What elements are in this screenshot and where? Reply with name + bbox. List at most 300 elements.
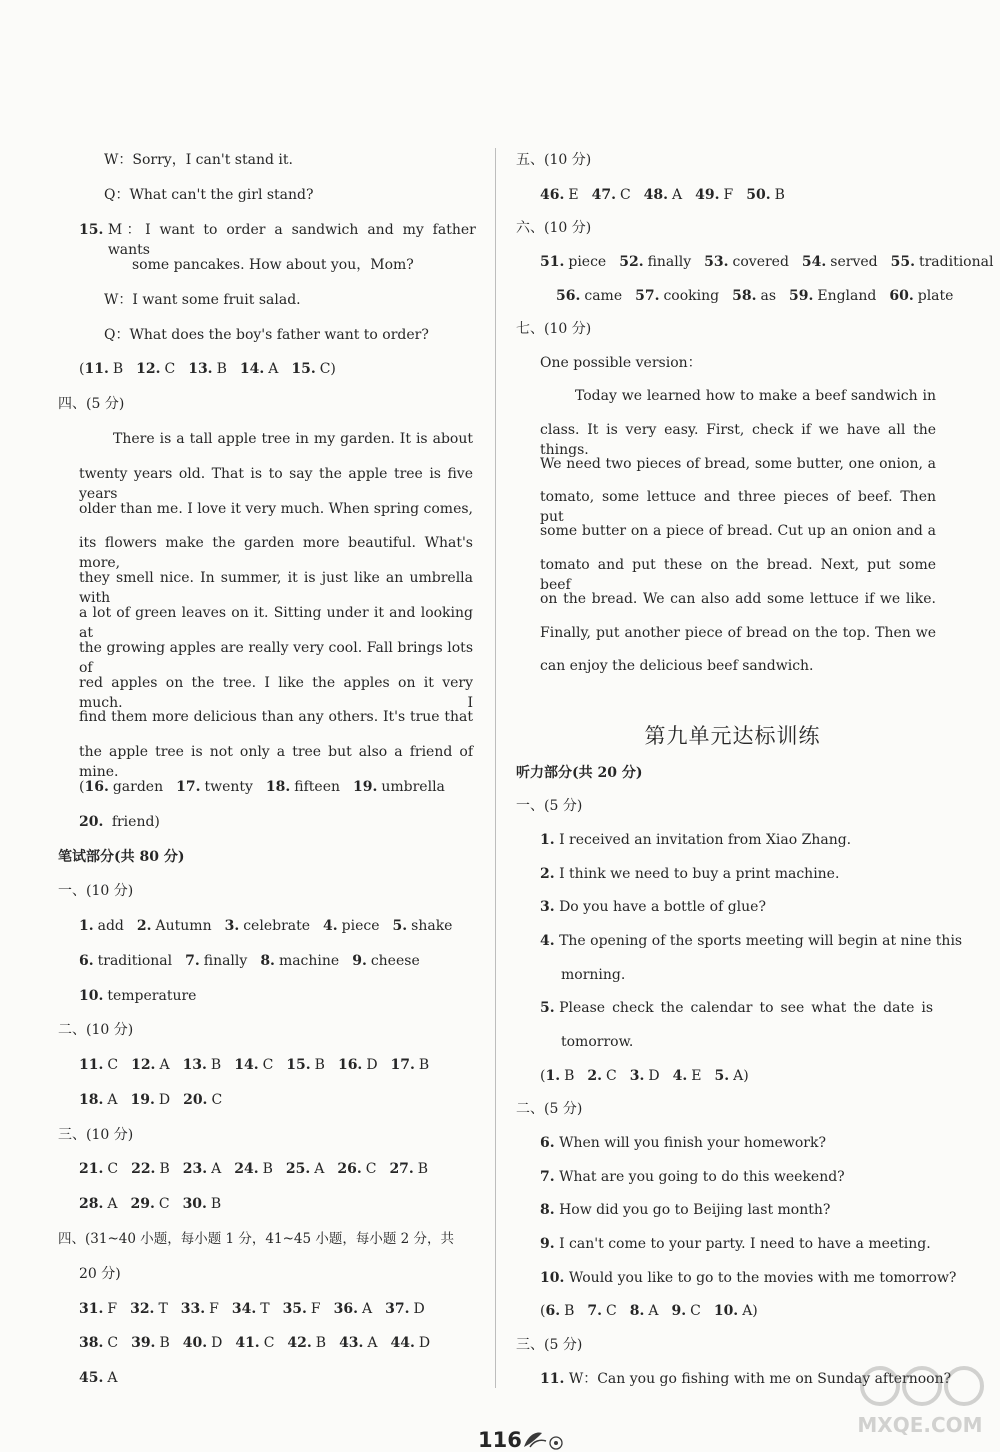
answer-number: 8.	[260, 953, 275, 969]
passage-line: red apples on the tree. I like the apples on it very much. I	[79, 674, 473, 711]
item-number: 9.	[540, 1236, 555, 1252]
answer-value: A	[672, 187, 683, 203]
answer-value: machine	[278, 953, 340, 969]
answer-item	[79, 1092, 117, 1108]
answer-item	[635, 288, 719, 304]
answer-value: plate	[917, 288, 954, 304]
answer-value: cooking	[663, 288, 720, 304]
answer-value: garden	[112, 779, 164, 795]
answer-row	[79, 1194, 234, 1214]
answer-item	[183, 1335, 223, 1351]
answer-item	[260, 953, 339, 969]
listening-item	[540, 897, 766, 917]
answer-number: 3.	[629, 1068, 645, 1084]
answer-item	[266, 779, 340, 795]
essay-line: some butter on a piece of bread. Cut up an onion and a	[540, 523, 936, 540]
answer-row	[540, 1301, 771, 1321]
answer-number: 10.	[713, 1303, 739, 1319]
answer-item	[619, 254, 691, 270]
answer-number: 40.	[182, 1335, 208, 1351]
answer-item	[183, 1161, 221, 1177]
answer-item	[556, 288, 622, 304]
section-heading: 六、(10 分)	[516, 220, 592, 236]
answer-value: C	[619, 187, 631, 203]
answer-row	[79, 1333, 443, 1353]
answer-item	[545, 1068, 574, 1084]
listening-item	[540, 1200, 830, 1220]
answer-item	[84, 779, 163, 795]
answer-item	[385, 1301, 425, 1317]
answer-item	[183, 1057, 222, 1073]
passage-line: the growing apples are really very cool. Fall brings lots of	[79, 639, 473, 676]
answer-value: C	[262, 1057, 274, 1073]
answer-value: C	[211, 1092, 223, 1108]
item-text: I received an invitation from Xiao Zhang.	[559, 832, 852, 848]
answer-row	[79, 812, 160, 832]
answer-number: 43.	[339, 1335, 364, 1351]
answer-value: A	[362, 1301, 373, 1317]
answer-number: 22.	[131, 1161, 156, 1177]
page-number: 116	[478, 1428, 522, 1452]
answer-item	[714, 1303, 758, 1319]
answer-number: 28.	[79, 1196, 104, 1212]
dialogue-line: W：I want some fruit salad.	[104, 292, 301, 308]
answer-value: D	[158, 1092, 171, 1108]
item-number: 6.	[540, 1135, 555, 1151]
answer-number: 20.	[183, 1092, 208, 1108]
dialogue-question: Q：What does the boy's father want to order?	[104, 327, 429, 343]
answer-item	[283, 1301, 321, 1317]
answer-number: 19.	[130, 1092, 155, 1108]
answer-number: 37.	[385, 1301, 410, 1317]
answer-number: 16.	[337, 1057, 363, 1073]
answer-number: 2.	[587, 1068, 603, 1084]
answer-item	[79, 1301, 117, 1317]
answer-paren: (	[79, 779, 85, 795]
item-continuation: morning.	[561, 967, 626, 983]
answer-number: 1.	[79, 918, 94, 934]
answer-number: 56.	[556, 288, 581, 304]
essay-line: tomato and put these on the bread. Next, put some beef	[540, 557, 936, 593]
answer-value: piece	[341, 918, 380, 934]
answer-number: 2.	[136, 918, 152, 934]
answer-value: A	[107, 1196, 118, 1212]
passage-line: the apple tree is not only a tree but also a friend of mine.	[79, 744, 473, 781]
answer-value: friend)	[111, 814, 160, 830]
answer-value: C)	[319, 361, 336, 377]
answer-number: 19.	[353, 779, 378, 795]
answer-item	[287, 1335, 326, 1351]
answer-value: B	[417, 1161, 429, 1177]
answer-row	[556, 286, 966, 306]
answer-value: E	[568, 187, 579, 203]
answer-number: 3.	[224, 918, 240, 934]
answer-value: D	[366, 1057, 378, 1073]
answer-paren: (	[540, 1303, 546, 1319]
answer-number: 12.	[136, 361, 161, 377]
answer-value: C	[107, 1161, 119, 1177]
answer-item	[337, 1161, 376, 1177]
section-heading: 三、(10 分)	[58, 1127, 134, 1143]
answer-value: traditional	[97, 953, 173, 969]
answer-value: B	[314, 1057, 325, 1073]
listening-item	[540, 1234, 931, 1254]
answer-item	[286, 1161, 324, 1177]
answer-value: C	[606, 1303, 617, 1319]
answer-number: 4.	[323, 918, 338, 934]
answer-value: celebrate	[243, 918, 311, 934]
answer-item	[789, 288, 876, 304]
answer-number: 47.	[591, 187, 616, 203]
answer-number: 21.	[79, 1161, 104, 1177]
answer-number: 48.	[643, 187, 669, 203]
answer-value: Autumn	[155, 918, 212, 934]
dialogue-line: some pancakes. How about you，Mom?	[132, 257, 414, 273]
essay-line: class. It is very easy. First, check if we have all the things.	[540, 421, 936, 458]
answer-row	[540, 185, 798, 205]
essay-line: Today we learned how to make a beef sandwich in	[575, 388, 936, 404]
dialogue-15	[79, 220, 476, 260]
column-divider	[495, 148, 496, 1388]
answer-item	[352, 953, 420, 969]
essay-line: on the bread. We can also add some lettuce if we like.	[540, 590, 936, 607]
answer-item	[137, 918, 212, 934]
answer-number: 31.	[79, 1301, 104, 1317]
answer-value: A)	[733, 1068, 749, 1084]
answer-item	[131, 1161, 170, 1177]
answer-row	[79, 777, 458, 797]
passage-line: its flowers make the garden more beautiful. What's more,	[79, 535, 473, 572]
answer-value: E	[691, 1068, 702, 1084]
item-number: 3.	[540, 899, 555, 915]
answer-item	[714, 1068, 748, 1084]
answer-value: fifteen	[294, 779, 340, 795]
answer-number: 46.	[540, 187, 565, 203]
answer-number: 29.	[130, 1196, 155, 1212]
answer-value: F	[310, 1301, 321, 1317]
answer-item	[334, 1301, 372, 1317]
answer-item	[79, 988, 196, 1004]
answer-number: 39.	[131, 1335, 156, 1351]
answer-value: C	[164, 361, 176, 377]
answer-number: 18.	[265, 779, 291, 795]
answer-item	[339, 1335, 377, 1351]
answer-number: 54.	[801, 254, 827, 270]
answer-value: finally	[647, 254, 692, 270]
section-heading: 三、(5 分)	[516, 1337, 583, 1353]
passage-line: twenty years old. That is to say the apple tree is five years	[79, 465, 473, 502]
section-heading: 一、(5 分)	[516, 798, 583, 814]
item-number: 8.	[540, 1202, 555, 1218]
answer-item	[130, 1196, 169, 1212]
item-number: 10.	[540, 1270, 565, 1286]
answer-number: 60.	[889, 288, 914, 304]
item-text: The opening of the sports meeting will begin at nine this	[559, 933, 963, 949]
item-continuation: tomorrow.	[561, 1034, 634, 1050]
answer-item	[389, 1161, 428, 1177]
dialogue-line: W：Sorry，I can't stand it.	[104, 152, 293, 168]
answer-number: 50.	[746, 187, 771, 203]
answer-item	[291, 361, 336, 377]
item-text: What are you going to do this weekend?	[559, 1169, 845, 1185]
answer-number: 4.	[672, 1068, 688, 1084]
answer-item	[393, 918, 453, 934]
answer-value: cheese	[370, 953, 420, 969]
answer-item	[176, 779, 253, 795]
section-heading: 四、(31~40 小题，每小题 1 分，41~45 小题，每小题 2 分，共	[58, 1231, 455, 1247]
item-text: When will you finish your homework?	[559, 1135, 826, 1151]
answer-number: 20.	[79, 814, 104, 830]
dialogue-line: W：Can you go fishing with me on Sunday afternoon?	[568, 1371, 952, 1387]
answer-row	[79, 916, 465, 936]
answer-value: shake	[411, 918, 453, 934]
answer-number: 51.	[540, 254, 565, 270]
item-text: Do you have a bottle of glue?	[559, 899, 766, 915]
answer-item	[79, 1335, 118, 1351]
answer-number: 38.	[79, 1335, 104, 1351]
item-number: 4.	[540, 933, 555, 949]
answer-number: 33.	[180, 1301, 206, 1317]
answer-value: D	[418, 1335, 431, 1351]
answer-item	[673, 1068, 702, 1084]
answer-number: 58.	[732, 288, 757, 304]
answer-number: 1.	[545, 1068, 561, 1084]
section-heading: 二、(5 分)	[516, 1101, 583, 1117]
answer-item	[630, 1068, 660, 1084]
answer-value: F	[723, 187, 734, 203]
answer-value: C	[690, 1303, 701, 1319]
answer-number: 5.	[392, 918, 408, 934]
answer-item	[286, 1057, 325, 1073]
section-heading: 二、(10 分)	[58, 1022, 134, 1038]
answer-value: finally	[203, 953, 248, 969]
answer-item	[391, 1057, 430, 1073]
answer-number: 13.	[188, 361, 213, 377]
item-number: 5.	[540, 1000, 555, 1016]
item-number: 15.	[79, 222, 104, 238]
answer-item	[79, 1057, 118, 1073]
answer-value: D	[413, 1301, 425, 1317]
answer-number: 14.	[239, 361, 265, 377]
essay-line: can enjoy the delicious beef sandwich.	[540, 658, 814, 675]
answer-item	[587, 1068, 616, 1084]
answer-item	[545, 1303, 574, 1319]
answer-item	[185, 953, 247, 969]
answer-value: add	[97, 918, 124, 934]
answer-value: B	[159, 1335, 170, 1351]
answer-row	[540, 1066, 762, 1086]
answer-value: served	[830, 254, 878, 270]
item-number: 11.	[540, 1371, 565, 1387]
answer-row	[79, 359, 349, 379]
answer-value: A	[107, 1370, 118, 1386]
answer-item	[183, 1196, 222, 1212]
answer-number: 5.	[714, 1068, 730, 1084]
answer-item	[802, 254, 878, 270]
section-heading: 五、(10 分)	[516, 152, 592, 168]
answer-value: B	[262, 1161, 273, 1177]
passage-line: There is a tall apple tree in my garden. It is about	[113, 431, 473, 447]
answer-item	[540, 254, 606, 270]
answer-value: C	[107, 1057, 119, 1073]
answer-value: as	[760, 288, 776, 304]
answer-item	[188, 361, 227, 377]
answer-value: temperature	[107, 988, 197, 1004]
answer-item	[183, 1092, 222, 1108]
answer-value: B	[159, 1161, 170, 1177]
answer-number: 42.	[287, 1335, 312, 1351]
answer-number: 10.	[79, 988, 104, 1004]
essay-line: Finally, put another piece of bread on the top. Then we	[540, 624, 936, 641]
answer-number: 17.	[390, 1057, 415, 1073]
watermark-url: MXQE.COM	[857, 1413, 983, 1437]
answer-item	[181, 1301, 219, 1317]
answer-value: piece	[568, 254, 607, 270]
listening-part-heading: 听力部分(共 20 分)	[516, 765, 643, 781]
answer-value: D	[211, 1335, 223, 1351]
answer-value: A	[107, 1092, 118, 1108]
answer-row	[79, 986, 209, 1006]
answer-item	[84, 361, 123, 377]
answer-value: B	[564, 1303, 575, 1319]
answer-value: twenty	[204, 779, 253, 795]
answer-number: 26.	[337, 1161, 362, 1177]
answer-item	[79, 953, 172, 969]
answer-item	[746, 187, 785, 203]
answer-item	[79, 918, 124, 934]
answer-number: 34.	[231, 1301, 257, 1317]
answer-item	[130, 1301, 168, 1317]
answer-number: 6.	[545, 1303, 561, 1319]
listening-item	[540, 864, 839, 884]
passage-line: find them more delicious than any others. It's true that	[79, 709, 473, 726]
answer-number: 45.	[79, 1370, 104, 1386]
answer-item	[644, 187, 682, 203]
answer-row	[79, 1368, 130, 1388]
answer-value: C	[107, 1335, 119, 1351]
answer-value: D	[648, 1068, 660, 1084]
answer-value: T	[158, 1301, 168, 1317]
listening-item-5	[540, 998, 936, 1018]
listening-item	[540, 1268, 956, 1288]
answer-item	[732, 288, 776, 304]
answer-number: 14.	[234, 1057, 259, 1073]
answer-item	[131, 1057, 169, 1073]
answer-number: 16.	[84, 779, 109, 795]
answer-value: A	[314, 1161, 325, 1177]
listening-item	[540, 931, 962, 951]
answer-value: B	[774, 187, 785, 203]
answer-value: C	[158, 1196, 170, 1212]
essay-line: tomato, some lettuce and three pieces of beef. Then put	[540, 489, 936, 526]
answer-row	[79, 1055, 442, 1075]
answer-item	[232, 1301, 270, 1317]
answer-item	[630, 1303, 659, 1319]
section-heading-cont: 20 分)	[79, 1266, 121, 1282]
section-heading: 一、(10 分)	[58, 883, 134, 899]
answer-value: came	[584, 288, 623, 304]
answer-item	[338, 1057, 378, 1073]
answer-item	[79, 1196, 117, 1212]
answer-value: England	[817, 288, 877, 304]
item-text: I can't come to your party. I need to have a meeting.	[559, 1236, 931, 1252]
watermark-logo	[850, 1360, 990, 1440]
item-text: Please check the calendar to see what the date is	[559, 1000, 934, 1016]
answer-paren: (	[540, 1068, 546, 1084]
answer-number: 30.	[182, 1196, 207, 1212]
answer-number: 12.	[131, 1057, 156, 1073]
answer-item	[234, 1057, 273, 1073]
answer-number: 49.	[695, 187, 720, 203]
leaf-ornament-icon	[520, 1427, 570, 1451]
answer-item	[235, 1335, 274, 1351]
listening-item	[540, 830, 851, 850]
answer-number: 11.	[79, 1057, 104, 1073]
left-column	[0, 0, 495, 1451]
listening-item	[540, 1133, 826, 1153]
answer-item	[695, 187, 733, 203]
answer-row	[79, 1159, 441, 1179]
answer-number: 11.	[84, 361, 109, 377]
answer-item	[136, 361, 175, 377]
listening-item	[540, 1167, 845, 1187]
answer-item	[592, 187, 631, 203]
written-part-heading: 笔试部分(共 80 分)	[58, 849, 185, 865]
item-number: 7.	[540, 1169, 555, 1185]
answer-item	[131, 1335, 170, 1351]
answer-item	[671, 1303, 700, 1319]
section-heading: 四、(5 分)	[58, 396, 125, 412]
answer-value: C	[263, 1335, 275, 1351]
answer-row	[79, 1090, 235, 1110]
answer-value: B	[112, 361, 124, 377]
answer-number: 44.	[390, 1335, 415, 1351]
answer-item	[353, 779, 445, 795]
unit-title: 第九单元达标训练	[644, 724, 821, 748]
answer-value: F	[209, 1301, 219, 1317]
answer-number: 9.	[671, 1303, 687, 1319]
answer-number: 23.	[182, 1161, 208, 1177]
answer-number: 7.	[587, 1303, 603, 1319]
answer-number: 41.	[235, 1335, 260, 1351]
dialogue-line: M：I want to order a sandwich and my father wants	[107, 222, 476, 258]
passage-line: older than me. I love it very much. When spring comes,	[79, 500, 473, 517]
answer-item	[540, 187, 579, 203]
item-text: Would you like to go to the movies with me tomorrow?	[568, 1270, 957, 1286]
item-number: 2.	[540, 866, 555, 882]
section-heading: 七、(10 分)	[516, 321, 592, 337]
answer-number: 52.	[619, 254, 644, 270]
answer-value: A	[367, 1335, 378, 1351]
answer-row	[79, 1299, 438, 1319]
answer-number: 53.	[704, 254, 729, 270]
answer-number: 18.	[79, 1092, 104, 1108]
answer-value: C	[606, 1068, 617, 1084]
answer-number: 24.	[234, 1161, 259, 1177]
answer-value: A	[648, 1303, 659, 1319]
answer-paren: (	[79, 361, 85, 377]
answer-value: B	[210, 1196, 222, 1212]
answer-number: 7.	[185, 953, 200, 969]
answer-number: 35.	[282, 1301, 307, 1317]
answer-value: T	[260, 1301, 270, 1317]
item-text: I think we need to buy a print machine.	[559, 866, 840, 882]
answer-value: B	[216, 361, 227, 377]
answer-item	[891, 254, 994, 270]
answer-value: B	[418, 1057, 430, 1073]
answer-item	[323, 918, 379, 934]
answer-number: 59.	[789, 288, 814, 304]
